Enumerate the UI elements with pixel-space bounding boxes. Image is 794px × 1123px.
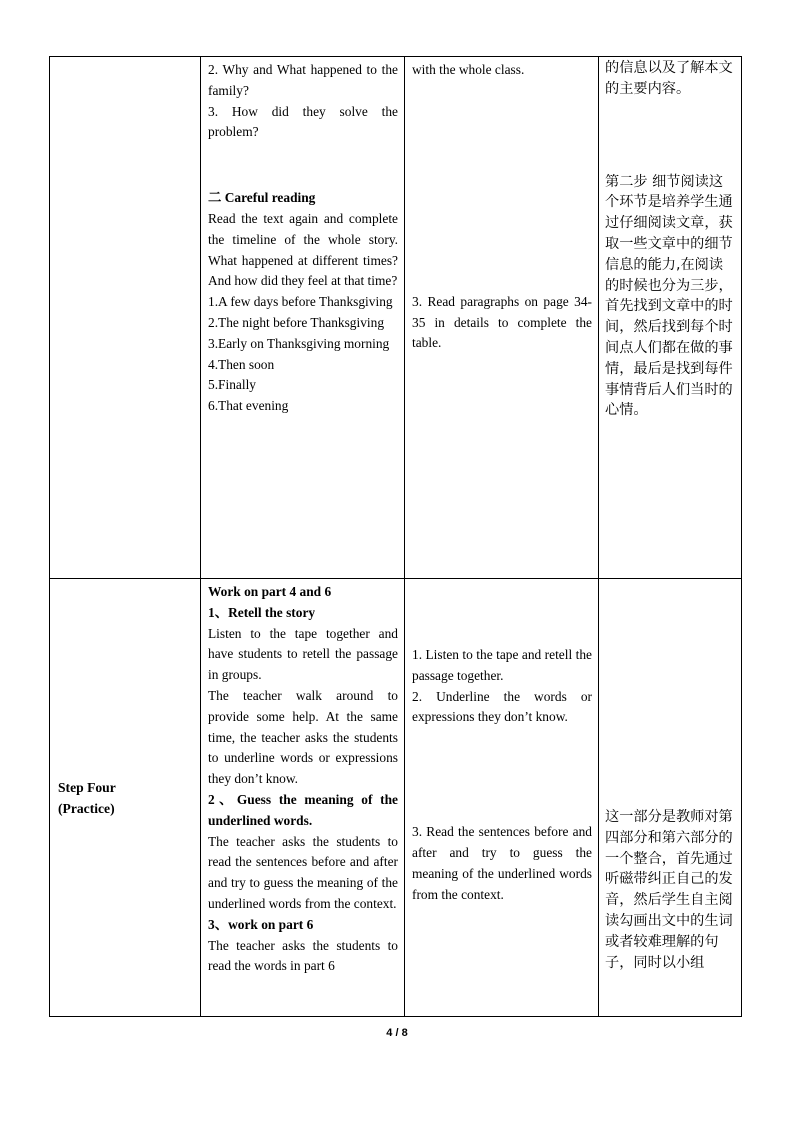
purpose-careful-reading: 第二步 细节阅读这个环节是培养学生通过仔细阅读文章，获取一些文章中的细节信息的能力,在阅读的时候也分为三步，首先找到文章中的时间，然后找到每个时间点人们都在做的事情，最后是找到每件事情背后人们当时的心情。	[605, 173, 733, 419]
step-title: Step Four	[58, 779, 116, 795]
part6-text: The teacher asks the students to read the words in part 6	[208, 937, 398, 974]
teacher-activity-cell	[201, 57, 405, 579]
teacher-activity-cell	[201, 579, 405, 1017]
student-activity-top: with the whole class.	[412, 62, 525, 77]
step-subtitle: (Practice)	[58, 800, 115, 816]
timeline-item: 6.That evening	[208, 398, 289, 414]
timeline-item: 4.Then soon	[208, 356, 275, 372]
student-activity-cell	[405, 579, 599, 1017]
guess-meaning-text: The teacher asks the students to read the sentences before and after and try to guess the meaning of the underlined words from the context.	[208, 833, 398, 911]
purpose-top: 的信息以及了解本文的主要内容。	[605, 60, 733, 97]
timeline-item: 2.The night before Thanksgiving	[208, 314, 385, 330]
question-2: 2. Why and What happened to the family?	[208, 62, 398, 98]
purpose-practice: 这一部分是教师对第四部分和第六部分的一个整合，首先通过听磁带纠正自己的发音，然后学生自主阅读勾画出文中的生词或者较难理解的句子，同时以小组	[605, 809, 733, 971]
timeline-item: 1.A few days before Thanksgiving	[208, 294, 393, 310]
table-row	[50, 57, 742, 579]
retell-heading: 1、Retell the story	[208, 604, 316, 620]
student-activity-read: 3. Read paragraphs on page 34-35 in details to complete the table.	[412, 293, 592, 351]
page-number: 4 / 8	[386, 1027, 408, 1039]
question-3: 3. How did they solve the problem?	[208, 103, 398, 140]
student-activity-underline: 2. Underline the words or expressions they don’t know.	[412, 688, 592, 725]
student-activity-cell	[405, 57, 599, 579]
purpose-cell	[599, 57, 742, 579]
practice-heading: Work on part 4 and 6	[208, 584, 332, 599]
careful-reading-intro: Read the text again and complete the timeline of the whole story. What happened at different times? And how did they feel at that time?	[208, 210, 398, 289]
teacher-help-text: The teacher walk around to provide some help. At the same time, the teacher asks the students to underline words or expressions they don’t know.	[208, 687, 398, 787]
lesson-plan-table	[49, 56, 742, 1017]
part6-heading: 3、work on part 6	[208, 916, 314, 932]
student-activity-listen: 1. Listen to the tape and retell the passage together.	[412, 647, 592, 683]
timeline-item: 3.Early on Thanksgiving morning	[208, 335, 390, 351]
purpose-cell	[599, 579, 742, 1017]
timeline-item: 5.Finally	[208, 377, 256, 393]
careful-reading-heading: 二 Careful reading	[208, 190, 316, 206]
retell-text: Listen to the tape together and have students to retell the passage in groups.	[208, 625, 398, 683]
step-cell-empty	[50, 57, 201, 579]
step-four-cell	[50, 579, 201, 1017]
student-activity-guess: 3. Read the sentences before and after and try to guess the meaning of the underlined words from the context.	[412, 824, 592, 902]
table-row	[50, 579, 742, 1017]
guess-meaning-heading: 2、Guess the meaning of the underlined words.	[208, 791, 398, 828]
